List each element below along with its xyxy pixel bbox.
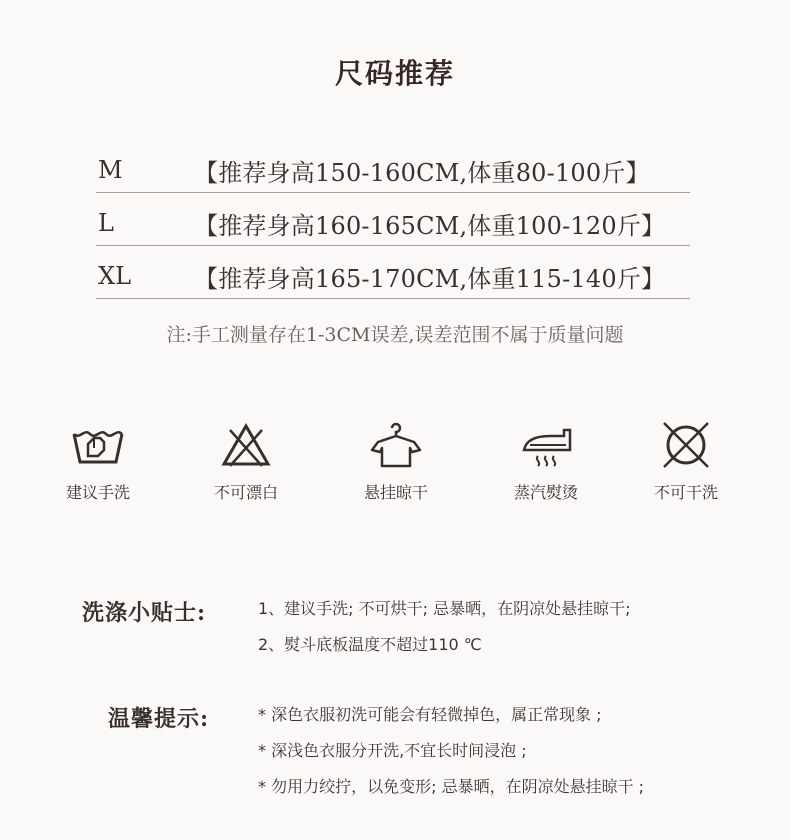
reminder-line: * 勿用力绞拧，以免变形; 忌暴晒，在阴凉处悬挂晾干 ;	[258, 777, 645, 796]
size-description: 【推荐身高150-160CM,体重80-100斤】	[194, 158, 650, 187]
size-row-l	[96, 201, 690, 246]
hang-dry-icon	[368, 420, 424, 470]
washing-tip-line: 1、建议手洗; 不可烘干; 忌暴晒，在阴凉处悬挂晾干;	[258, 599, 631, 618]
care-label: 悬挂晾干	[363, 483, 428, 502]
care-label: 建议手洗	[65, 483, 130, 502]
care-label: 蒸汽熨烫	[513, 483, 578, 502]
size-code: M	[98, 156, 123, 184]
reminder-line: * 深色衣服初洗可能会有轻微掉色，属正常现象 ;	[258, 705, 602, 724]
care-item-no-bleach	[186, 420, 306, 503]
no-tumble-dry-icon	[658, 420, 714, 470]
size-row-m	[96, 148, 690, 193]
size-code: XL	[98, 262, 132, 290]
size-code: L	[98, 209, 114, 237]
size-description: 【推荐身高160-165CM,体重100-120斤】	[194, 211, 666, 240]
care-label: 不可干洗	[653, 483, 718, 502]
care-item-hand-wash	[38, 420, 158, 503]
size-row-xl	[96, 254, 690, 299]
care-item-hang-dry	[336, 420, 456, 503]
measurement-note: 注:手工测量存在1-3CM误差,误差范围不属于质量问题	[166, 324, 624, 346]
no-bleach-icon	[218, 420, 274, 470]
care-icons-row	[0, 420, 790, 520]
reminder-heading: 温馨提示:	[108, 706, 210, 732]
care-label: 不可漂白	[213, 483, 278, 502]
size-description: 【推荐身高165-170CM,体重115-140斤】	[194, 264, 666, 293]
page-title: 尺码推荐	[334, 57, 455, 90]
reminder-line: * 深浅色衣服分开洗,不宜长时间浸泡 ;	[258, 741, 527, 760]
steam-iron-icon	[516, 420, 576, 470]
washing-tips-heading: 洗涤小贴士:	[82, 600, 207, 626]
size-table	[96, 148, 690, 307]
hand-wash-icon	[70, 420, 126, 470]
care-item-no-tumble-dry	[626, 420, 746, 503]
care-item-steam-iron	[486, 420, 606, 503]
washing-tip-line: 2、熨斗底板温度不超过110 ℃	[258, 635, 482, 654]
